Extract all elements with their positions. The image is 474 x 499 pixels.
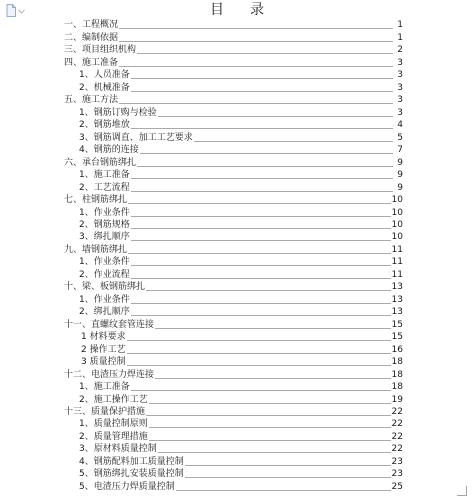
page-title (0, 1, 474, 19)
toc-entry[interactable] (64, 181, 403, 193)
toc-entry[interactable] (64, 343, 403, 355)
toc-entry-title: 一、工程概况 (64, 20, 119, 31)
toc-page-number: 10 (391, 232, 403, 243)
toc-entry[interactable] (64, 443, 403, 455)
toc-entry-title: 十、梁、板钢筋绑扎 (64, 282, 146, 293)
toc-page-number: 13 (391, 282, 403, 293)
toc-page-number: 22 (391, 444, 403, 455)
toc-entry[interactable] (64, 69, 403, 81)
toc-entry[interactable] (64, 306, 403, 318)
toc-leader-dots (127, 353, 391, 354)
toc-page-number: 18 (391, 369, 403, 380)
toc-entry-title: 2、钢筋规格 (79, 219, 130, 230)
toc-page-number: 15 (391, 332, 403, 343)
toc-leader-dots (149, 440, 391, 441)
toc-entry[interactable] (64, 281, 403, 293)
toc-leader-dots (131, 178, 393, 179)
toc-entry-title: 2、绑扎顺序 (79, 307, 130, 318)
toc-leader-dots (131, 303, 391, 304)
toc-entry[interactable] (64, 480, 403, 492)
toc-page-number: 11 (391, 244, 403, 255)
toc-entry-title: 1、钢筋订购与检验 (79, 107, 157, 118)
toc-page-number: 11 (391, 269, 403, 280)
toc-page-number: 3 (397, 70, 403, 81)
toc-page-number: 9 (397, 157, 403, 168)
toc-page-number: 15 (391, 319, 403, 330)
toc-entry[interactable] (64, 144, 403, 156)
toc-leader-dots (127, 365, 391, 366)
toc-leader-dots (194, 141, 393, 142)
toc-leader-dots (155, 328, 391, 329)
toc-page-number: 9 (397, 170, 403, 181)
toc-entry-title: 4、钢筋配料加工质量控制 (79, 456, 184, 467)
toc-entry[interactable] (64, 94, 403, 106)
toc-leader-dots (119, 103, 393, 104)
toc-page-number: 23 (391, 469, 403, 480)
toc-page-number: 1 (397, 32, 403, 43)
toc-page-number: 16 (391, 344, 403, 355)
toc-entry[interactable] (64, 455, 403, 467)
toc-entry[interactable] (64, 119, 403, 131)
toc-entry[interactable] (64, 468, 403, 480)
toc-leader-dots (149, 427, 391, 428)
toc-leader-dots (185, 477, 391, 478)
toc-entry[interactable] (64, 156, 403, 168)
toc-entry[interactable] (64, 268, 403, 280)
toc-entry[interactable] (64, 393, 403, 405)
toc-entry-title: 1、作业条件 (79, 294, 130, 305)
toc-leader-dots (119, 28, 393, 29)
toc-leader-dots (119, 41, 393, 42)
toc-leader-dots (185, 465, 391, 466)
toc-page-number: 1 (397, 20, 403, 31)
toc-page-number: 3 (397, 57, 403, 68)
toc-page-number: 22 (391, 431, 403, 442)
toc-leader-dots (146, 290, 391, 291)
toc-entry[interactable] (64, 256, 403, 268)
toc-entry[interactable] (64, 243, 403, 255)
toc-entry-title: 1、作业条件 (79, 257, 130, 268)
toc-leader-dots (158, 452, 391, 453)
title-char-1: 目 (210, 2, 224, 18)
toc-entry-title: 3 质量控制 (81, 357, 126, 368)
toc-page-number: 5 (397, 132, 403, 143)
toc-entry[interactable] (64, 56, 403, 68)
toc-entry[interactable] (64, 206, 403, 218)
toc-entry-title: 2、质量管理措施 (79, 431, 148, 442)
toc-entry-title: 五、施工方法 (64, 95, 119, 106)
toc-entry-title: 九、墙钢筋绑扎 (64, 244, 128, 255)
toc-entry[interactable] (64, 31, 403, 43)
toc-entry[interactable] (64, 331, 403, 343)
toc-leader-dots (131, 128, 393, 129)
toc-entry-title: 4、钢筋的连接 (79, 145, 139, 156)
toc-entry-title: 1、施工准备 (79, 170, 130, 181)
toc-entry[interactable] (64, 44, 403, 56)
toc-page-number: 3 (397, 107, 403, 118)
toc-entry-title: 三、项目组织机构 (64, 45, 137, 56)
toc-leader-dots (131, 91, 393, 92)
toc-page-number: 10 (391, 207, 403, 218)
toc-page-number: 13 (391, 307, 403, 318)
toc-leader-dots (131, 315, 391, 316)
toc-page-number: 13 (391, 294, 403, 305)
toc-leader-dots (158, 116, 393, 117)
toc-leader-dots (131, 265, 391, 266)
toc-entry[interactable] (64, 430, 403, 442)
toc-page-number: 11 (391, 257, 403, 268)
toc-entry[interactable] (64, 406, 403, 418)
toc-leader-dots (131, 216, 391, 217)
toc-entry-title: 2、工艺流程 (79, 182, 130, 193)
table-of-contents (64, 19, 403, 493)
toc-page-number: 22 (391, 407, 403, 417)
toc-leader-dots (131, 78, 393, 79)
toc-page-number: 18 (391, 382, 403, 393)
toc-entry-title: 1、人员准备 (79, 70, 130, 81)
toc-entry-title: 3、钢筋调直、加工工艺要求 (79, 132, 193, 143)
toc-leader-dots (131, 278, 391, 279)
toc-leader-dots (137, 53, 393, 54)
toc-page-number: 25 (391, 481, 403, 492)
toc-leader-dots (155, 378, 391, 379)
toc-page-number: 19 (391, 394, 403, 405)
toc-entry-title: 十一、直螺纹套管连接 (64, 319, 155, 330)
toc-entry-title: 1、施工准备 (79, 382, 130, 393)
toc-entry-title: 十二、电渣压力焊连接 (64, 369, 155, 380)
toc-entry-title: 1、质量控制原则 (79, 419, 148, 430)
toc-entry[interactable] (64, 381, 403, 393)
toc-leader-dots (176, 490, 391, 491)
toc-leader-dots (127, 340, 391, 341)
toc-entry[interactable] (64, 81, 403, 93)
toc-entry-title: 3、原材料质量控制 (79, 444, 157, 455)
toc-entry[interactable] (64, 418, 403, 430)
toc-page-number: 4 (397, 120, 403, 131)
toc-entry-title: 1 材料要求 (81, 332, 126, 343)
toc-page-number: 7 (397, 145, 403, 156)
toc-entry-title: 十三、质量保护措施 (64, 407, 146, 417)
toc-entry-title: 3、绑扎顺序 (79, 232, 130, 243)
toc-leader-dots (131, 240, 391, 241)
toc-entry-title: 四、施工准备 (64, 57, 119, 68)
toc-entry-title: 1、作业条件 (79, 207, 130, 218)
toc-leader-dots (119, 66, 393, 67)
toc-page-number: 22 (391, 419, 403, 430)
toc-entry-title: 七、柱钢筋绑扎 (64, 195, 128, 206)
toc-entry-title: 2、施工操作工艺 (79, 394, 148, 405)
toc-entry-title: 2 操作工艺 (81, 344, 126, 355)
toc-page-number: 9 (397, 182, 403, 193)
toc-entry-title: 2、钢筋堆放 (79, 120, 130, 131)
toc-entry[interactable] (64, 356, 403, 368)
toc-entry[interactable] (64, 169, 403, 181)
toc-entry-title: 二、编制依据 (64, 32, 119, 43)
toc-entry[interactable] (64, 368, 403, 380)
toc-leader-dots (149, 403, 391, 404)
toc-entry[interactable] (64, 106, 403, 118)
toc-leader-dots (131, 228, 391, 229)
toc-entry[interactable] (64, 131, 403, 143)
toc-entry-title: 5、电渣压力焊质量控制 (79, 481, 175, 492)
toc-leader-dots (128, 203, 391, 204)
toc-entry-title: 2、机械准备 (79, 82, 130, 93)
toc-entry[interactable] (64, 231, 403, 243)
toc-page-number: 3 (397, 82, 403, 93)
toc-entry[interactable] (64, 219, 403, 231)
toc-entry[interactable] (64, 194, 403, 206)
toc-entry[interactable] (64, 293, 403, 305)
title-char-2: 录 (250, 2, 264, 18)
toc-entry[interactable] (64, 318, 403, 330)
toc-entry-title: 六、承台钢筋绑扎 (64, 157, 137, 168)
toc-page-number: 18 (391, 357, 403, 368)
toc-leader-dots (140, 153, 393, 154)
toc-page-number: 3 (397, 95, 403, 106)
toc-entry-title: 2、作业流程 (79, 269, 130, 280)
toc-leader-dots (131, 191, 393, 192)
page-corner-icon (457, 486, 467, 496)
toc-entry[interactable] (64, 19, 403, 31)
toc-leader-dots (146, 415, 391, 416)
toc-page-number: 10 (391, 219, 403, 230)
toc-page-number: 10 (391, 195, 403, 206)
toc-leader-dots (131, 390, 391, 391)
toc-leader-dots (137, 166, 393, 167)
toc-leader-dots (128, 253, 391, 254)
toc-page-number: 23 (391, 456, 403, 467)
toc-entry-title: 5、钢筋绑扎安装质量控制 (79, 469, 184, 480)
toc-page-number: 2 (397, 45, 403, 56)
